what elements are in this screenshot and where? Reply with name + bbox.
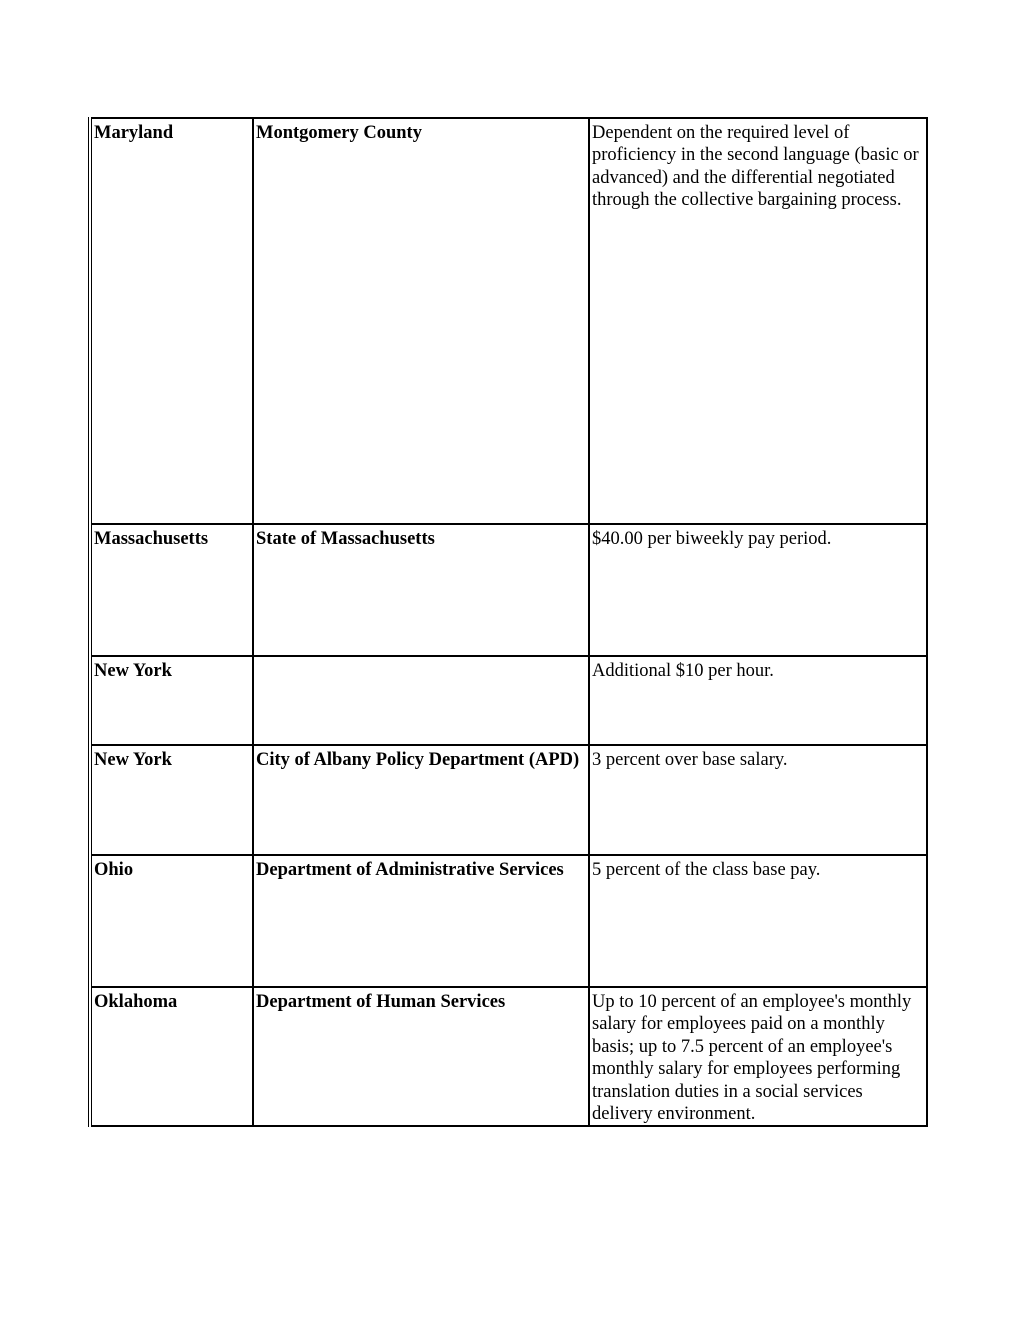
entity-cell (253, 656, 589, 745)
table-row (90, 118, 927, 524)
state-cell: Ohio (90, 855, 253, 987)
state-cell: Oklahoma (90, 987, 253, 1126)
differential-cell: 5 percent of the class base pay. (589, 855, 927, 987)
differential-cell: Up to 10 percent of an employee's monthly salary for employees paid on a monthly basis; up to 7.5 percent of an employee's monthly salary for employees performing translation duties in a social services delivery environment. (589, 987, 927, 1126)
entity-cell: State of Massachusetts (253, 524, 589, 656)
differential-cell: $40.00 per biweekly pay period. (589, 524, 927, 656)
state-cell: New York (90, 745, 253, 855)
table-row (90, 656, 927, 745)
differential-cell: Dependent on the required level of proficiency in the second language (basic or advanced) and the differential negotiated through the collective bargaining process. (589, 118, 927, 524)
state-cell: New York (90, 656, 253, 745)
table-row (90, 524, 927, 656)
entity-cell: Department of Administrative Services (253, 855, 589, 987)
state-cell: Maryland (90, 118, 253, 524)
entity-cell: City of Albany Policy Department (APD) (253, 745, 589, 855)
state-cell: Massachusetts (90, 524, 253, 656)
differential-cell: Additional $10 per hour. (589, 656, 927, 745)
table-row (90, 855, 927, 987)
pay-differential-table (88, 117, 928, 1127)
entity-cell: Montgomery County (253, 118, 589, 524)
table-row (90, 745, 927, 855)
table-row (90, 987, 927, 1126)
entity-cell: Department of Human Services (253, 987, 589, 1126)
differential-cell: 3 percent over base salary. (589, 745, 927, 855)
